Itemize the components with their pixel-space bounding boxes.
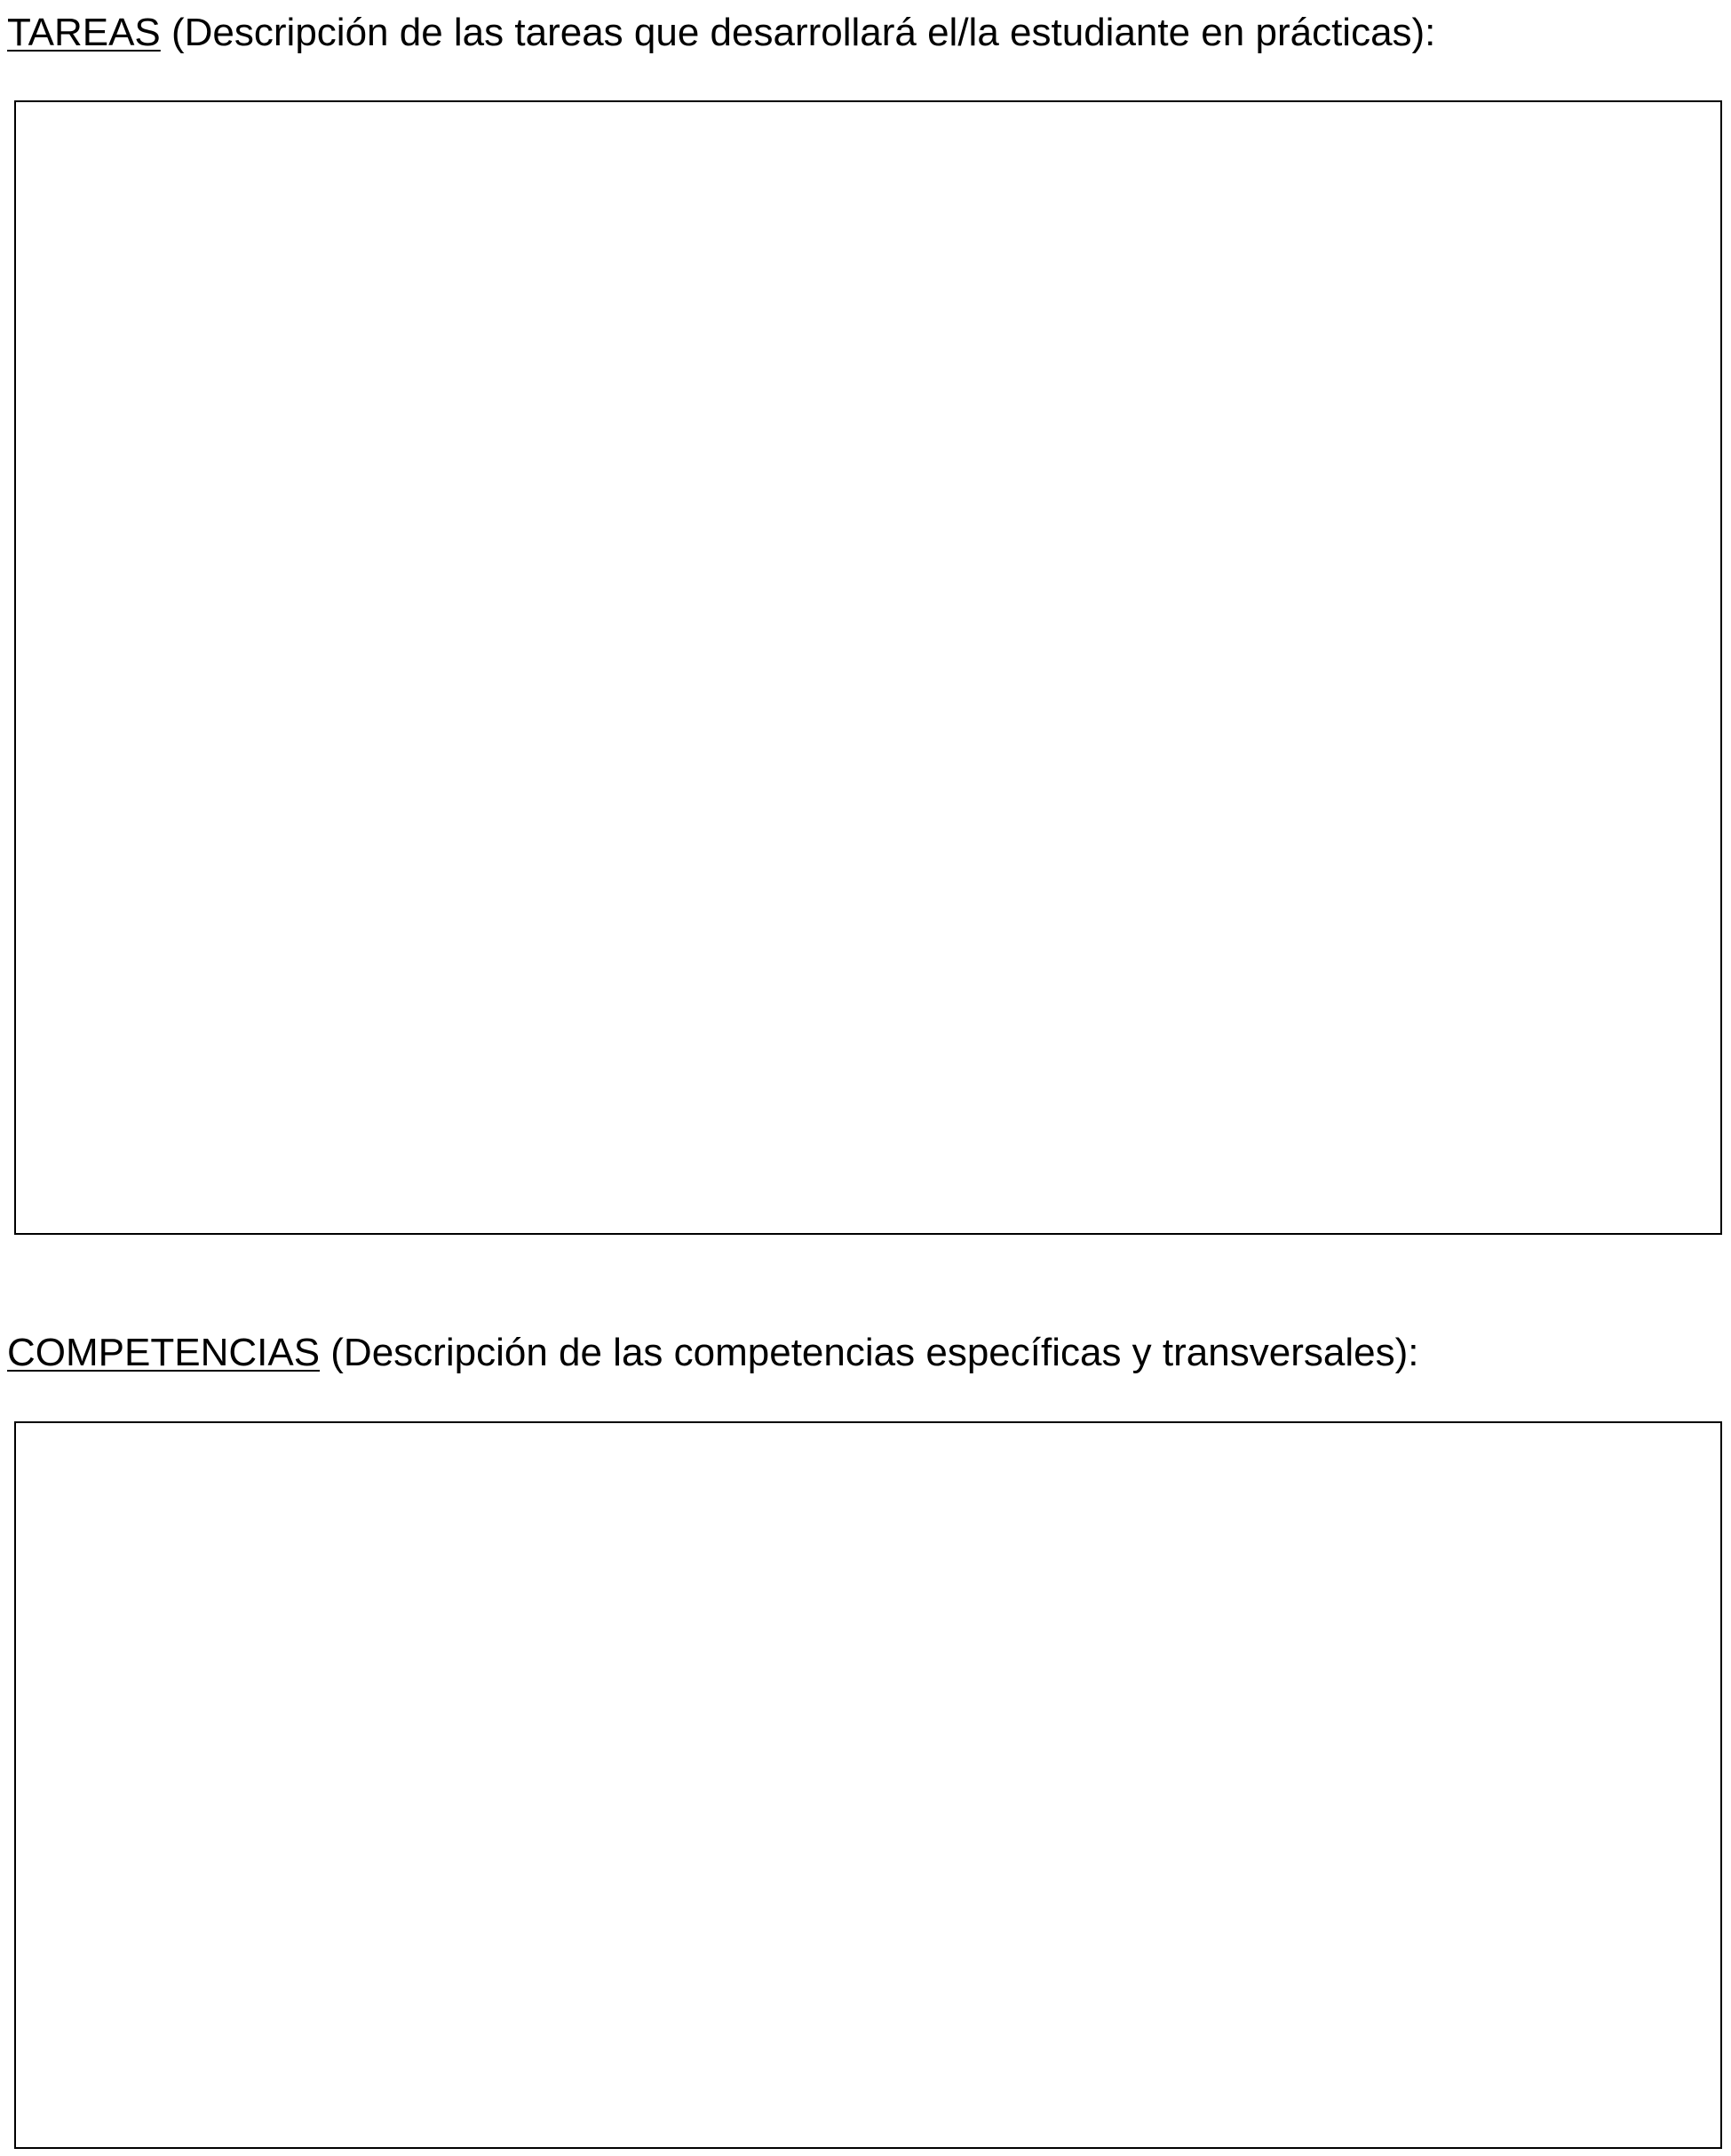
competencias-description: (Descripción de las competencias específicas y transversales): — [320, 1331, 1419, 1374]
tareas-description: (Descripción de las tareas que desarrollará el/la estudiante en prácticas): — [160, 11, 1436, 54]
tareas-heading — [7, 9, 1435, 57]
competencias-heading — [7, 1329, 1418, 1377]
competencias-field[interactable] — [14, 1421, 1722, 2149]
tareas-field[interactable] — [14, 100, 1722, 1235]
competencias-keyword: COMPETENCIAS — [7, 1331, 321, 1374]
tareas-keyword: TAREAS — [7, 11, 161, 54]
